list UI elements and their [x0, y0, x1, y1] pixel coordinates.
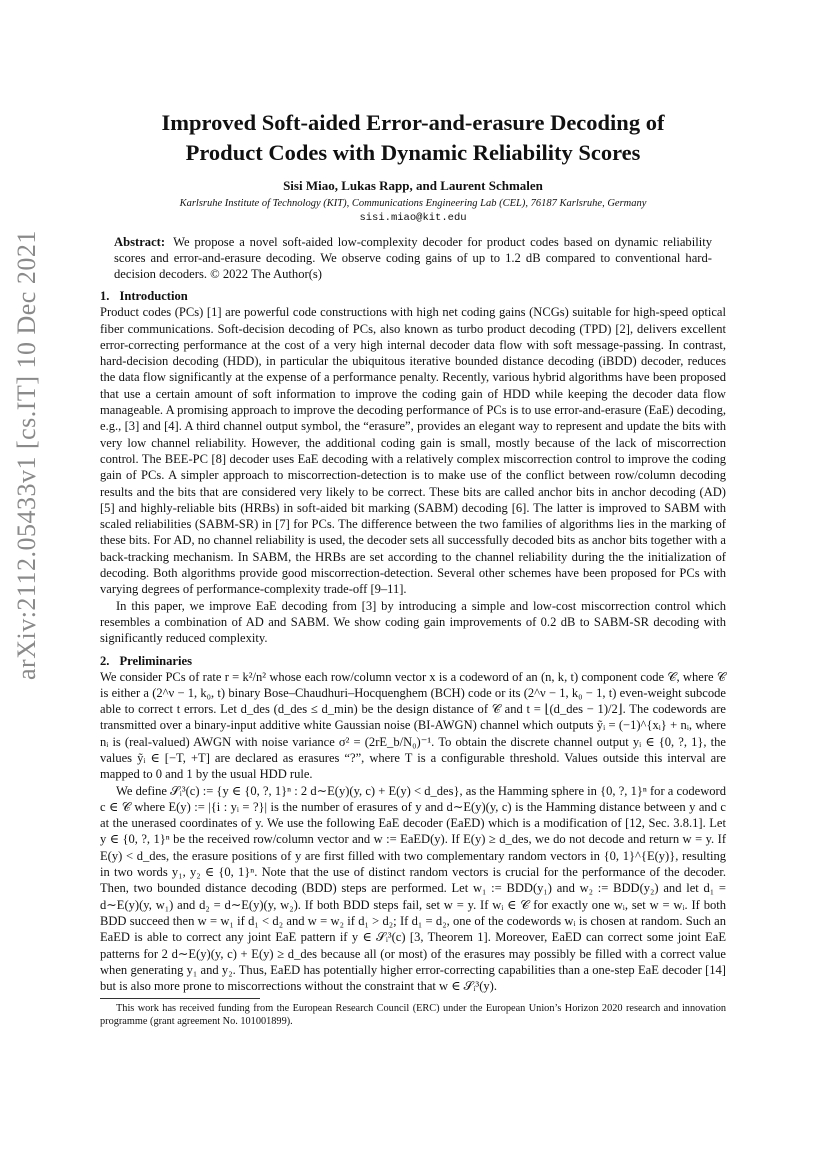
title-line-1: Improved Soft-aided Error-and-erasure Decoding of	[161, 110, 665, 135]
intro-paragraph-2: In this paper, we improve EaE decoding from [3] by introducing a simple and low-cost miscorrection control which resembles a combination of AD and SABM. We show coding gain improvements of 0.2 dB to SABM-SR decoding with significantly reduced complexity.	[100, 598, 726, 646]
abstract-text: We propose a novel soft-aided low-complexity decoder for product codes based on dynamic reliability scores and error-and-erasure decoding. We observe coding gains of up to 1.2 dB compared to conventional hard-decision decoders. © 2022 The Author(s)	[114, 235, 712, 282]
section-title: Introduction	[119, 289, 188, 304]
prelim-paragraph-2: We define 𝒮ᵢ³(c) := {y ∈ {0, ?, 1}ⁿ : 2 d∼E(y)(y, c) + E(y) < d_des}, as the Hamming sphere in {0, ?, 1}ⁿ for a codeword c ∈ 𝒞 where E(y) := |{i : yᵢ = ?}| is the number of erasures of y and d∼E(y)(y, c) is the Hamming distance between y and c at the unerased coordinates of y. We use the following EaE decoder (EaED) which is a modification of [12, Sec. 3.8.1]. Let y ∈ {0, ?, 1}ⁿ be the received row/column vector and w := EaED(y). If E(y) ≥ d_des, we do not decode and return w = y. If E(y) < d_des, the erasure positions of y are first filled with two complementary random vectors in {0, 1}^{E(y)}, resulting in two words y₁, y₂ ∈ {0, 1}ⁿ. Note that the use of distinct random vectors is crucial for the performance of the decoder. Then, two bounded distance decoding (BDD) steps are performed. Let w₁ := BDD(y₁) and w₂ := BDD(y₂) and let d₁ = d∼E(y)(y, w₁) and d₂ = d∼E(y)(y, w₂). If both BDD steps fail, set w = y. If wᵢ ∈ 𝒞 for exactly one wᵢ, set w = wᵢ. If both BDD succeed then w = w₁ if d₁ < d₂ and w = w₂ if d₁ > d₂; If d₁ = d₂, one of the codewords wᵢ is chosen at random. Such an EaED is able to correct any joint EaE pattern if y ∈ 𝒮ᵢ³(c) [3, Theorem 1]. Moreover, EaED can correct some joint EaE patterns for 2 d∼E(y)(y, c) + E(y) ≥ d_des because all (or most) of the erasures may possibly be filled with a correct value when generating y₁ and y₂. Thus, EaED has potentially higher error-correcting capabilities than a one-step EaE decoder [14] but is also more prone to miscorrections without the constraint that w ∈ 𝒮ᵢ³(y).	[100, 783, 726, 994]
paper-title	[100, 108, 726, 168]
authors: Sisi Miao, Lukas Rapp, and Laurent Schmalen	[283, 178, 543, 193]
email: sisi.miao@kit.edu	[359, 212, 467, 224]
intro-paragraph-1: Product codes (PCs) [1] are powerful code constructions with high net coding gains (NCGs) suitable for high-speed optical fiber communications. Soft-decision decoding of PCs, also known as turbo product decoding (TPD) [2], delivers excellent error-correcting performance at the cost of a very high internal decoder data flow with soft message-passing. In contrast, hard-decision decoding (HDD), in particular the ubiquitous iterative bounded distance decoding (iBDD) decoder, reduces the data flow significantly at the expense of a performance penalty. Recently, various hybrid algorithms have been proposed that use a certain amount of soft information to improve the coding gain of HDD while keeping the decoder data flow manageable. A promising approach to improve the decoding performance of PCs is to use error-and-erasure (EaE) decoding, e.g., [3] and [4]. A third channel output symbol, the “erasure”, provides an elegant way to represent and update the bits with very low channel reliability. However, the additional coding gain is small, mostly because of the lack of miscorrection control. The BEE-PC [8] decoder uses EaE decoding with a relatively complex miscorrection control to improve the coding gain of PCs. A simpler approach to miscorrection-detection is to make use of the conflict between row/column decoding results and the bits that are considered very likely to be correct. These bits are called anchor bits in anchor decoding (AD) [5] and highly-reliable bits (HRBs) in soft-aided bit marking (SABM) decoding [6]. The latter is improved to SABM with scaled reliabilities (SABM-SR) in [7] for PCs. The difference between the two families of algorithms lies in the marking of these bits. For AD, no channel reliability is used, the decoder sets all successfully decoded bits as anchor bits together with a back-tracking mechanism. In SABM, the HRBs are set according to the channel reliability during the the initialization of decoding. Both algorithms provide good miscorrection-detection. Several other schemes have been proposed for PCs with varying degrees of performance-complexity trade-off [9–11].	[100, 305, 726, 597]
footnote-rule	[100, 998, 260, 999]
arxiv-stamp-text: arXiv:2112.05433v1 [cs.IT] 10 Dec 2021	[12, 230, 41, 680]
section-heading-preliminaries	[100, 653, 726, 669]
title-line-2: Product Codes with Dynamic Reliability Scores	[185, 140, 641, 165]
affiliation: Karlsruhe Institute of Technology (KIT), Communications Engineering Lab (CEL), 76187 Karlsruhe, Germany	[179, 198, 647, 209]
abstract	[114, 234, 712, 282]
section-number: 1.	[100, 289, 110, 304]
section-number: 2.	[100, 653, 110, 668]
prelim-paragraph-1: We consider PCs of rate r = k²/n² whose each row/column vector x is a codeword of an (n, k, t) component code 𝒞, where 𝒞 is either a (2^ν − 1, k₀, t) binary Bose–Chaudhuri–Hocquenghem (BCH) code or its (2^ν − 1, k₀ − 1, t) even-weight subcode able to correct t errors. Let d_des (d_des ≤ d_min) be the design distance of 𝒞 and t = ⌊(d_des − 1)/2⌋. The codewords are transmitted over a binary-input additive white Gaussian noise (BI-AWGN) channel which outputs ỹᵢ = (−1)^{xᵢ} + nᵢ, where nᵢ is (real-valued) AWGN with noise variance σ² = (2rE_b/N₀)⁻¹. To obtain the discrete channel output yᵢ ∈ {0, ?, 1}, the values ỹᵢ ∈ [−T, +T] are declared as erasures “?”, where T is a configurable threshold. Values outside this interval are mapped to 0 and 1 by the usual HDD rule.	[100, 669, 726, 782]
footnote: This work has received funding from the European Research Council (ERC) under the European Union’s Horizon 2020 research and innovation programme (grant agreement No. 101001899).	[100, 1003, 726, 1028]
section-title: Preliminaries	[119, 653, 192, 668]
paper-page	[100, 100, 726, 1028]
abstract-label: Abstract:	[114, 235, 166, 249]
section-heading-introduction	[100, 288, 726, 304]
